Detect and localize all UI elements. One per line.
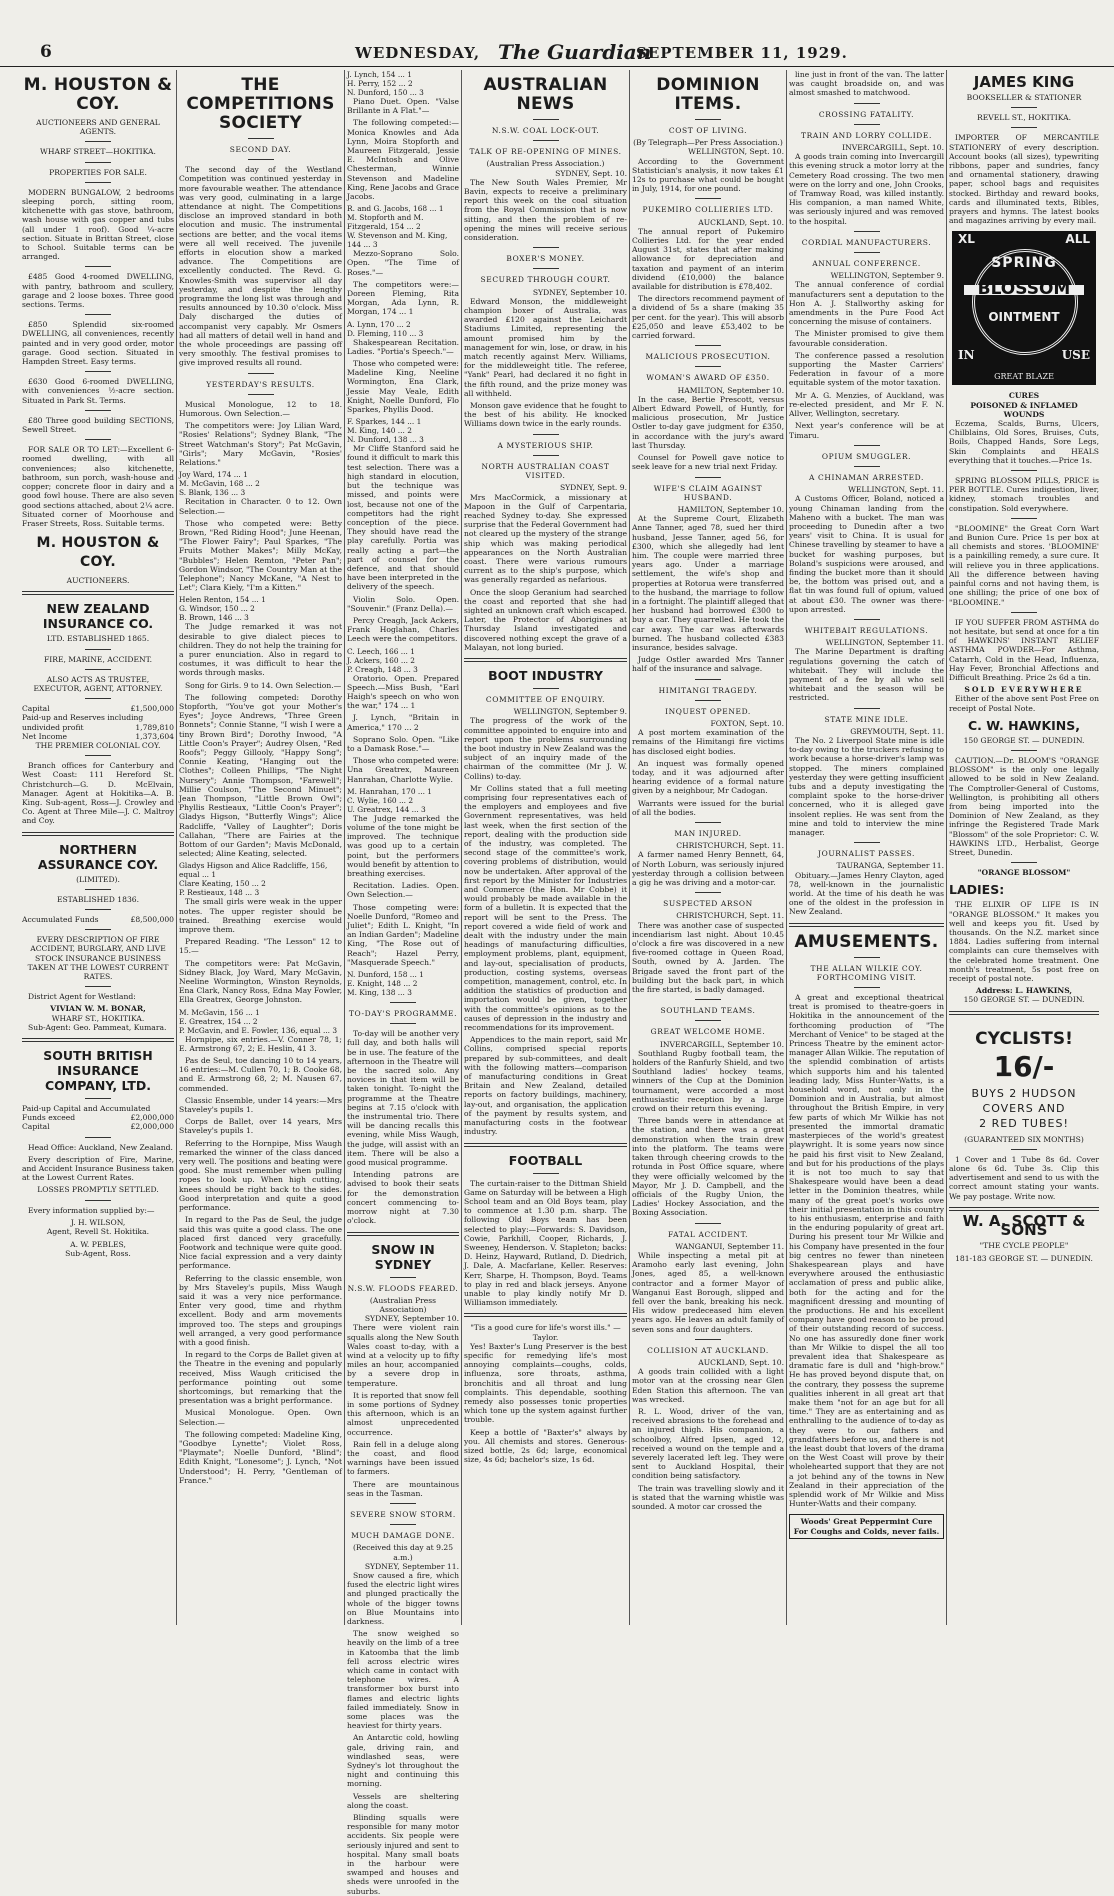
news-paragraph: While inspecting a metal pit at Aramoho early last evening, John Jones, aged 85, a well-known contractor and a former Mayor of Wanganui East Borough, slipped and fell over the bank, breaking his neck. His widow predeceased him eleven years ago. He leaves an adult family of seven sons and four daughters. bbox=[632, 1250, 784, 1334]
competitions-paragraph: Referring to the Hornpipe, Miss Waugh remarked the winner of the class danced very well. The positions and beating were good. She must remember when pulling ropes to look up. When high cutting, knees should be right back to the sides. Good interpretation and quite a good performance. bbox=[179, 1138, 342, 1213]
scott-subtitle: "THE CYCLE PEOPLE" bbox=[979, 1241, 1069, 1251]
column-rule bbox=[629, 70, 630, 1625]
order-paragraph: 1 Cover and 1 Tube 8s 6d. Cover alone 6s 6d. Tube 3s. Clip this advertisement and send to us with the correct amount stating your wants. We pay postage. Write now. bbox=[949, 1154, 1099, 1201]
news-paragraph: The curtain-raiser to the Dittman Shield Game on Saturday will be between a High School team and an Old Boys team, play to commence at 1.30 p.m. sharp. The following Old Boys team has been selected to play:—Forwards: S. Davidson, Cowie, Parkhill, Cooper, Richards, J. Sweeney, Henderson. V. Stapleton; backs: D. Heinz, Hayward, Rutland, D. Diedrich, J. Dale, A. Macfarlane, Keller. Reserves: Kerr, Sharpe, H. Thompson, Boyd. Teams to play in red and black jerseys. Anyone unable to play kindly notify Mr D. Williamson immediately. bbox=[464, 1178, 627, 1308]
asthma-paragraph: IF YOU SUFFER FROM ASTHMA do not hesitate, but send at once for a tin of HAWKINS' INSTANT RELIEF ASTHMA POWDER—For Asthma, Catarrh, Cold in the Head, Influenza, Hay Fever, Bronchial Affections and Difficult Breathing. Price 2s 6d a tin. bbox=[949, 617, 1099, 682]
dateline: FOXTON, Sept. 10. bbox=[710, 718, 784, 728]
competitions-paragraph: Mr Cliffe Stanford said he found it difficult to mark this test selection. There was a high standard in elocution, but the technique was missed, and points were lost, because not one of the competitors had the right conception of the piece. They should have read the play carefully. Portia was really acting a part—the part of counsel for the defence, and that should have been interpreted in the delivery of the speech. bbox=[347, 444, 459, 592]
news-paragraph: Mrs MacCormick, a missionary at Mapoon in the Gulf of Carpentaria, reached Sydney to-day. She expressed surprise that the Federal Government had not cleared up the mystery of the strange ship which was making periodical appearances on the North Australian coast. There were various rumours current as to the ship's purpose, which was generally regarded as nefarious. bbox=[464, 492, 627, 585]
damage-subhead: MUCH DAMAGE DONE. bbox=[351, 1531, 455, 1541]
news-subhead: STATE MINE IDLE. bbox=[824, 714, 909, 724]
news-paragraph: Monson gave evidence that he fought to the best of his ability. He knocked Williams down twice in the early rounds. bbox=[464, 401, 627, 429]
dateline: INVERCARGILL, Sept. 10. bbox=[842, 143, 944, 153]
nzi-trustee: ALSO ACTS AS TRUSTEE, EXECUTOR, AGENT, ATTORNEY. bbox=[33, 674, 163, 693]
result-line: C. Wylie, 160 ... 2 bbox=[347, 795, 414, 805]
cures-heading: CURES bbox=[1008, 391, 1040, 401]
result-list bbox=[347, 320, 459, 338]
competitions-paragraph: The second day of the Westland Competition was continued yesterday in more favourable weather. The attendance was very good, culminating in a large attendance at night. The Competitions disclose an improved standard in both elocution and music. The instrumental sections are better, and the vocal items were all well received. The juvenile efforts in elocution show a marked advance. The Competitions are excellently conducted. The Revd. G. Knowles-Smith was supervisor all day yesterday, and despite the lengthy programme the long list was through and results announced by 10.30 o'clock. Miss Daly discharged the duties of accompanist very capably. Mr Osmers had all matters of detail well in hand and the whole proceedings are passing off very smoothly. The festival promises to give improved results all round. bbox=[179, 165, 342, 368]
news-subhead: MAN INJURED. bbox=[674, 829, 742, 838]
news-subhead: PUKEMIRO COLLIERIES LTD. bbox=[642, 205, 774, 215]
column-australian-news bbox=[464, 70, 627, 1630]
news-subhead: WIFE'S CLAIM AGAINST HUSBAND. bbox=[653, 483, 763, 502]
advert-paragraph: Yes! Baxter's Lung Preserver is the best specific for remedying life's most annoying complaints—coughs, colds, influenza, sore throats, asthma, bronchitis and all throat and lung complaints. This dependable, soothing remedy also possesses tonic properties which tone up the system against further trouble. bbox=[464, 1341, 627, 1425]
listing-bungalow: MODERN BUNGALOW, 2 bedrooms sleeping porch, sitting room, kitchenette with gas stove, bathroom, wash house with gas copper and tubs (all under 1 roof). Good ¼-acre section. Situate in Brittan Street, close to School. Suitable terms can be arranged. bbox=[22, 187, 174, 262]
news-subhead: OPIUM SMUGGLER. bbox=[821, 451, 912, 461]
competitions-paragraph: The Judge remarked the volume of the tone might be improved. The technique was good up to a certain point, but the performers would benefit by attention to breathing exercises. bbox=[347, 813, 459, 878]
result-line: Helen Renton, 154 ... 1 bbox=[179, 595, 266, 605]
result-list bbox=[179, 861, 342, 897]
dateline: WELLINGTON, September 9. bbox=[830, 271, 944, 281]
peppermint-cure-ad: Woods' Great Peppermint Cure For Coughs and Colds, never fails. bbox=[789, 1514, 944, 1538]
pills-paragraph: SPRING BLOSSOM PILLS, PRICE is PER BOTTLE. Cures indigestion, liver, kidney, stomach troubles and constipation. Sold everywhere. bbox=[949, 476, 1099, 513]
news-subhead: TRAIN AND LORRY COLLIDE. bbox=[801, 130, 932, 140]
competitions-paragraph: The small girls were weak in the upper notes. The upper register should be trained. Breathing exercise would improve them. bbox=[179, 897, 342, 935]
news-paragraph: At the Supreme Court, Elizabeth Anne Tanner, aged 78, sued her third husband, Jesse Tanner, aged 56, for £300, which she allegedly had lent him. The couple were married three years ago. Under a marriage settlement, the wife's shop and properties at Rotorua were transferred to the husband, the marriage to follow in a fortnight. The plaintiff alleged that her husband had borrowed £300 to buy a car. They quarrelled. He took the car away. The car was afterwards burned. The husband collected £383 insurance, besides salvage. bbox=[632, 514, 784, 652]
tubes-line: 2 RED TUBES! bbox=[979, 1117, 1069, 1131]
result-list bbox=[179, 470, 342, 497]
floods-subhead: N.S.W. FLOODS FEARED. bbox=[347, 1283, 459, 1293]
result-line: M. King, 140 ... 2 bbox=[347, 426, 412, 436]
news-paragraph: A Customs Officer, Boland, noticed a young Chinaman landing from the Maheno with a bucket. The man was proceeding to Dunedin after a two years' visit to China. It is usual for Chinese travelling by steamer to have a bucket for washing purposes, but Boland's suspicions were aroused, and finding the bucket more than it should be, the bottom was prised out, and a flat tin was found full of opium, valued at about £30. The owner was there-upon arrested. bbox=[789, 494, 944, 614]
dateline: CHRISTCHURCH, Sept. 11. bbox=[676, 841, 784, 851]
competitions-paragraph: Those who competed were: Una Greatrex, Maureen Hanrahan, Charlotte Wylie. bbox=[347, 756, 459, 784]
column-dominion-items bbox=[632, 70, 784, 1630]
news-paragraph: line just in front of the van. The latter was caught broadside on, and was almost smashed to matchwood. bbox=[789, 70, 944, 98]
news-paragraph: There was another case of suspected incendiarism last night. About 10.45 o'clock a fire was discovered in a new five-roomed cottage in Queen Road, South, owned by A. Jarden. The Brigade saved the front part of the building but the back part, in which the fire started, is badly damaged. bbox=[632, 920, 784, 995]
competitions-paragraph: Pas de Seul, toe dancing 10 to 14 years, 16 entries:—M. Cullen 70, 1; B. Cooke 68, and E. Armstrong 68, 2; M. Nausen 67, commended. bbox=[179, 1056, 342, 1093]
properties-heading: PROPERTIES FOR SALE. bbox=[49, 167, 147, 177]
northern-limited: (LIMITED). bbox=[76, 874, 120, 884]
sbi-losses: LOSSES PROMPTLY SETTLED. bbox=[37, 1185, 159, 1195]
news-subhead: HIMITANGI TRAGEDY. bbox=[658, 685, 758, 695]
guarantee-line: (GUARANTEED SIX MONTHS) bbox=[964, 1134, 1084, 1144]
column-rule bbox=[946, 70, 947, 1625]
result-list bbox=[347, 970, 459, 997]
masthead-day: WEDNESDAY, bbox=[355, 44, 481, 62]
result-list bbox=[347, 204, 459, 249]
masthead-date: SEPTEMBER 11, 1929. bbox=[636, 44, 848, 62]
news-subhead: MALICIOUS PROSECUTION. bbox=[645, 352, 771, 362]
news-subhead: COMMITTEE OF ENQUIRY. bbox=[485, 694, 606, 704]
masthead bbox=[0, 40, 1114, 67]
dateline: INVERCARGILL, September 10. bbox=[659, 1039, 784, 1049]
news-paragraph: Edward Monson, the middleweight champion boxer of Australia, was awarded £120 against the Leichardt Stadiums Limited, representing the amount promised him by the management for win, lose, or draw, in his match recently against Merv. Williams, for the middleweight title. The referee, "Yank" Pearl, had declared it no fight in the fifth round, and the prize money was all withheld. bbox=[464, 296, 627, 398]
competitions-paragraph: The Judge remarked it was not desirable to give dialect pieces to children. They do not help the training for a purer enunciation. Also in regard to costumes, it was difficult to hear the words through masks. bbox=[179, 622, 342, 678]
listing-485: £485 Good 4-roomed DWELLING, with pantry, bathroom and scullery, garage and 2 loose boxes. Three good sections. Terms. bbox=[22, 272, 174, 310]
sbi-info: Every information supplied by:— bbox=[28, 1205, 155, 1215]
dateline: AUCKLAND, Sept. 10. bbox=[698, 217, 784, 227]
news-subhead: WOMAN'S AWARD OF £350. bbox=[646, 373, 770, 383]
news-paragraph: Appendices to the main report, said Mr Collins, comprised special reports prepared by sub-committees, and dealt with the following matters—comparison of manufacturing conditions in Great Britain and New Zealand, detailed reports on factory buildings, machinery, lay-out, and organisation, the application of the payment by results system, and manufacturing costs in the footwear industry. bbox=[464, 1035, 627, 1137]
result-line: D. Fleming, 110 ... 3 bbox=[347, 328, 424, 338]
dateline: WELLINGTON, Sept. 11. bbox=[848, 485, 944, 495]
competitions-paragraph: In regard to the Pas de Seul, the judge said this was quite a good class. The one placed first danced very gracefully. Footwork and technique were quite good. Nice facial expression and a very dainty performance. bbox=[179, 1215, 342, 1271]
dateline: SYDNEY, September 11. bbox=[364, 1561, 459, 1571]
news-subhead: COST OF LIVING. bbox=[668, 126, 748, 135]
competitions-paragraph: Those who competed were: Madeline King, Neeline Wormington, Ena Clark, Jessie May Veale, Edith Knight, Noelle Dunford, Flo Sparkes, Phyllis Dood. bbox=[347, 359, 459, 415]
dominion-items-headline: DOMINION ITEMS. bbox=[656, 75, 760, 114]
programme-paragraph: Intending patrons are advised to book their seats for the demonstration concert commencing to-morrow night at 7.30 o'clock. bbox=[347, 1170, 459, 1226]
news-subhead: THE ALLAN WILKIE COY. FORTHCOMING VISIT. bbox=[810, 963, 923, 982]
nzi-branch: Branch offices for Canterbury and West Coast: 111 Hereford St. Christchurch—G. D. McElvain, Manager. Agent at Hokitika—A. B. King. Sub-agent, Ross—J. Crowley and Co. Agent at Three Mile—J. C. Maltroy and Coy. bbox=[22, 761, 174, 826]
buys-line: BUYS 2 HUDSON bbox=[971, 1087, 1077, 1101]
nzi-paidup-row: Paid-up and Reserves including undivided profit 1,789,810 bbox=[22, 713, 174, 732]
houston-heading: M. HOUSTON & COY. bbox=[23, 75, 173, 114]
competitions-paragraph: Percy Creagh, Jack Ackers, Frank Hoglahan, Charles Leech were the competitors. bbox=[347, 615, 459, 644]
result-list bbox=[347, 787, 459, 814]
hawkins-address-name: Address: L. HAWKINS, bbox=[975, 986, 1073, 996]
news-paragraph: The progress of the work of the committee appointed to enquire into and report upon the problems surrounding the boot industry in New Zealand was the subject of an inquiry made of the chairman of the committee (Mr J. W. Collins) to-day. bbox=[464, 716, 627, 781]
news-subhead: CROSSING FATALITY. bbox=[818, 109, 915, 119]
sbi-head-office: Head Office: Auckland, New Zealand. bbox=[28, 1142, 173, 1152]
news-paragraph: The Marine Department is drafting regulations governing the catch of whitebait. They will include the payment of a fee by all who sell whitebait and the season will be restricted. bbox=[789, 647, 944, 703]
programme-paragraph: To-day will be another very full day, and both halls will be in use. The feature of the afternoon in the Theatre will be the sacred solo. Any novices in that item will be taken tonight. To-night the programme at the Theatre begins at 7.15 o'clock with the instrumental trio. There will be dancing recalls this evening, while Miss Waugh, the judge, will assist with an item. There will be also a good musical programme. bbox=[347, 1029, 459, 1168]
competitions-headline: THE COMPETITIONS SOCIETY bbox=[186, 75, 335, 133]
competitions-paragraph: Violin Solo. Open. "Souvenir." (Franz Della).— bbox=[347, 594, 459, 613]
news-paragraph: Three bands were in attendance at the station, and there was a great demonstration when the train drew into the platform. The teams were taken through cheering crowds to the rotunda in Post Office square, where they were officially welcomed by the Mayor, Mr J. D. Campbell, and the officials of the Rugby Union, the Ladies' Hockey Association, and the Boxing Association. bbox=[632, 1116, 784, 1218]
column-rule bbox=[344, 70, 345, 1625]
news-paragraph: Counsel for Powell gave notice to seek leave for a new trial next Friday. bbox=[632, 453, 784, 472]
dateline: HAMILTON, September 10. bbox=[677, 385, 784, 395]
received-note: (Received this day at 9.25 a.m.) bbox=[352, 1543, 454, 1562]
poisoned-wounds-line: POISONED & INFLAMED WOUNDS bbox=[970, 400, 1078, 419]
competitions-paragraph: The following competed: Dorothy Stopforth, "You've got your Mother's Eyes"; Joyce Andrews, "Three Green Bonnets"; Connie Stanne, "I wish I were a tiny Brown Bird"; Dorothy Inwood, "A Little Coon's Prayer"; Audrey Olsen, "Red Roofs"; Peggy Gillooly, "Happy Song"; Connie Keating, "Hanging out the Clothes"; Colleen Phillips, "The Night Nursery"; Annie Thompson, "Farewell"; Millie Coulson, "The Second Minuet"; Jean Thompson, "Little Brown Owl"; Phyllis Restieaux, "Little Coon's Prayer"; Gladys Higson, "Butterfly Wings"; Alice Radcliffe, "Valley of Laughter"; Doris Callahan, "There are Fairies at the Bottom of our Garden"; Mavis McDonald, selected; Aline Keating, selected. bbox=[179, 692, 342, 859]
northern-agent: VIVIAN W. M. BONAR, bbox=[50, 1004, 146, 1014]
snow-headline: SNOW IN SYDNEY bbox=[371, 1241, 435, 1272]
result-line: H. Perry, 152 ... 2 bbox=[347, 79, 413, 88]
news-paragraph: Judge Ostler awarded Mrs Tanner half of the insurance and salvage. bbox=[632, 655, 784, 674]
competitions-paragraph: The following competed: Madeline King, "Goodbye Lynette"; Violet Ross, "Playmate"; Noelle Dunford, "Blind"; Edith Knight, "Lonesome"; J. Lynch, "Not Understood"; H. Perry, "Gentleman of France." bbox=[179, 1429, 342, 1485]
result-line: M. McGavin, 156 ... 1 bbox=[179, 1007, 260, 1017]
news-paragraph: The Minister promised to give them favourable consideration. bbox=[789, 329, 944, 348]
james-king-heading: JAMES KING bbox=[973, 73, 1075, 91]
houston-wharf: WHARF STREET—HOKITIKA. bbox=[40, 147, 156, 157]
news-subhead: N.S.W. COAL LOCK-OUT. bbox=[491, 126, 600, 135]
result-line: U. Greatrex, 144 ... 3 bbox=[347, 804, 426, 814]
news-paragraph: The New South Wales Premier, Mr Bavin, expects to receive a preliminary report this week on the coal situation from the Royal Commission that is now sitting, and then the problem of re-opening the mines will receive serious consideration. bbox=[464, 177, 627, 243]
snow-paragraph: There were violent rain squalls along the New South Wales coast to-day, with a wind at a velocity up to fifty miles an hour, accompanied by a severe drop in temperature. bbox=[347, 1323, 459, 1388]
press-association-credit: (Australian Press Association) bbox=[369, 1295, 437, 1314]
news-paragraph: A goods train collided with a light motor van at the crossing near Glen Eden Station this afternoon. The van was wrecked. bbox=[632, 1367, 784, 1404]
news-paragraph: The annual report of Pukemiro Collieries Ltd. for the year ended August 31st, states that after making allowance for depreciation and taxation and payment of an interim dividend (£10,000) the balance available for distribution is £78,402. bbox=[632, 226, 784, 292]
snow-paragraph: There are mountainous seas in the Tasman. bbox=[347, 1479, 459, 1498]
competitions-paragraph: The competitors were: Pat McGavin, Sidney Black, Joy Ward, Mary McGavin, Neeline Wormington, Winston Reynolds, Ena Clark, Nancy Ross, Edna May Fowler, Ella Greatrex, George Johnston. bbox=[179, 958, 342, 1005]
sbi-paid-row: Paid-up Capital and Accumulated Funds exceed £2,000,000 bbox=[22, 1104, 174, 1123]
press-association-credit: (By Telegraph—Per Press Association.) bbox=[633, 138, 783, 148]
sbi-subagent-address: Sub-Agent, Ross. bbox=[65, 1249, 131, 1259]
result-line: A. Lynn, 170 ... 2 bbox=[347, 319, 411, 329]
masthead-title: The Guardian bbox=[498, 40, 652, 64]
news-paragraph: Warrants were issued for the burial of all the bodies. bbox=[632, 798, 784, 817]
result-line: N. Dunford, 150 ... 3 bbox=[347, 88, 424, 97]
todays-programme-subhead: TO-DAY'S PROGRAMME. bbox=[348, 1009, 458, 1019]
caution-paragraph: CAUTION.—Dr. BLOOM'S "ORANGE BLOSSOM" is the only one legally allowed to be sold in New Zealand. The Comptroller-General of Customs, Wellington, is prohibiting all others from being imported into the Dominion of New Zealand, as they infringe the Registered Trade Mark "Blossom" of the sole Proprietor: C. W. HAWKINS LTD., Herbalist, George Street, Dunedin. bbox=[949, 755, 1099, 857]
column-rule bbox=[176, 70, 177, 1625]
houston-auctioneers: AUCTIONEERS AND GENERAL AGENTS. bbox=[36, 118, 160, 137]
quote-line: "Tis a good cure for life's worst ills." —Taylor. bbox=[470, 1323, 621, 1342]
ladies-heading: LADIES: bbox=[949, 882, 1005, 898]
news-subhead: ANNUAL CONFERENCE. bbox=[812, 259, 921, 269]
news-subhead: INQUEST OPENED. bbox=[665, 706, 751, 716]
houston-auctioneers-2: AUCTIONEERS. bbox=[66, 576, 130, 586]
competitions-paragraph: Referring to the classic ensemble, won by Mrs Staveley's pupils, Miss Waugh said it was a very nice performance. Enter very good, time and rhythm excellent. Body and arm movements improved too. The steps and groupings well arranged, a very good performance with a good finish. bbox=[179, 1273, 342, 1347]
james-king-paragraph: IMPORTER OF MERCANTILE STATIONERY of every description. Account books (all sizes), typewriting ribbons, paper and sundries, fancy and ornamental stationery, drawing paper, school bags and requisites stocked. Birthday and reward books, cards and illuminated texts, Bibles, prayers and hymns. The latest books and magazines arriving by every mail. bbox=[949, 133, 1099, 226]
column-rule bbox=[786, 70, 787, 1625]
competitions-paragraph: The following competed:—Monica Knowles and Ada Lynn, Moira Stopforth and Maureen Fitzgerald, Jessie E. McIntosh and Olive Chesterman, Winnie Stevenson and Madeline King, Rene Jacobs and Grace Jacobs. bbox=[347, 118, 459, 202]
news-subhead: BOXER'S MONEY. bbox=[506, 254, 585, 264]
cyclists-heading: CYCLISTS! bbox=[975, 1028, 1073, 1049]
amusements-headline: AMUSEMENTS. bbox=[794, 931, 939, 952]
james-king-address: REVELL ST., HOKITIKA. bbox=[976, 113, 1072, 123]
tyre-price: 16/- bbox=[993, 1049, 1055, 1083]
news-subhead: SUSPECTED ARSON bbox=[663, 899, 753, 909]
nzi-classes: FIRE, MARINE, ACCIDENT. bbox=[43, 654, 153, 664]
scott-heading: W. A. SCOTT & SONS bbox=[962, 1211, 1086, 1240]
northern-subagent: Sub-Agent: Geo. Pammeat, Kumara. bbox=[28, 1022, 167, 1032]
result-line: N. Dunford, 138 ... 3 bbox=[347, 435, 424, 445]
result-line: P. McGavin, and E. Fowler, 136, equal ... 3 bbox=[179, 1025, 338, 1035]
result-line: Joy Ward, 174 ... 1 bbox=[179, 470, 248, 480]
news-paragraph: A farmer named Henry Bennett, 64, of North Loburn, was seriously injured yesterday through a collision between a gig he was driving and a motor-car. bbox=[632, 850, 784, 888]
news-paragraph: A goods train coming into Invercargill this evening struck a motor lorry at the Cemetery Road crossing. The two men were on the lorry and one, John Crooks, of Tramway Road, was killed instantly. His companion, a man named White, was seriously injured and was removed to the hospital. bbox=[789, 152, 944, 226]
dateline: WELLINGTON, September 9. bbox=[513, 707, 627, 717]
news-subhead: CORDIAL MANUFACTURERS. bbox=[801, 237, 932, 247]
competitions-paragraph: In regard to the Corps de Ballet given at the Theatre in the evening and popularly received, Miss Waugh criticised the performance pointing out some shortcomings, but remarking that the presentation was a bright performance. bbox=[179, 1350, 342, 1406]
northern-established: ESTABLISHED 1836. bbox=[56, 894, 140, 904]
news-paragraph: The train was travelling slowly and it is stated that the warning whistle was sounded. A motor car crossed the bbox=[632, 1483, 784, 1511]
news-subhead: A MYSTERIOUS SHIP. bbox=[497, 440, 594, 450]
result-line: M. McGavin, 168 ... 2 bbox=[179, 479, 260, 489]
news-paragraph: The No. 2 Liverpool State mine is idle to-day owing to the truckers refusing to work because a horse-driver's lamp was stopped. The miners complained yesterday they were getting insufficient tubs and a deputy investigating the complaint spoke to the horse-driver concerned, who it is alleged gave insolent replies. He was sent from the mine and told to interview the mine manager. bbox=[789, 735, 944, 838]
northern-heading: NORTHERN ASSURANCE COY. bbox=[37, 841, 159, 872]
result-line: J. Ackers, 160 ... 2 bbox=[347, 655, 415, 665]
covers-line: COVERS AND bbox=[982, 1102, 1066, 1116]
result-list bbox=[347, 417, 459, 444]
result-line: B. Brown, 146 ... 3 bbox=[179, 613, 249, 623]
competitions-paragraph: Recitation. Ladies. Open. Own Selection.— bbox=[347, 881, 459, 900]
news-paragraph: Mr A. G. Menzies, of Auckland, was re-elected president, and Mr F. N. Allver, Wellington, secretary. bbox=[789, 390, 944, 419]
competitions-paragraph: Oratorio. Open. Prepared Speech.—Miss Bush, "Earl Haigh's speech on who won the war," 174 ... 1 bbox=[347, 673, 459, 711]
nzi-capital-row: Capital £1,500,000 bbox=[22, 704, 174, 714]
nzi-heading: NEW ZEALAND INSURANCE CO. bbox=[42, 601, 154, 632]
news-paragraph: According to the Government Statistician's analysis, it now takes £1 12s to purchase what could be bought in July, 1914, for one pound. bbox=[632, 156, 784, 194]
listing-80: £80 Three good building SECTIONS, Sewell Street. bbox=[22, 415, 174, 435]
news-subhead: SOUTHLAND TEAMS. bbox=[660, 1006, 756, 1016]
dateline: TAURANGA, September 11. bbox=[836, 861, 944, 871]
news-paragraph: Next year's conference will be at Timaru. bbox=[789, 421, 944, 440]
northern-agent-address: WHARF ST., HOKITIKA. bbox=[51, 1013, 145, 1023]
post-free-line: Either of the above sent Post Free on receipt of Postal Note. bbox=[949, 694, 1099, 713]
result-list bbox=[347, 70, 459, 97]
result-line: J. Lynch, 154 ... 1 bbox=[347, 70, 412, 79]
northern-every-risk: EVERY DESCRIPTION OF FIRE ACCIDENT, BURGLARY, AND LIVE STOCK INSURANCE BUSINESS TAKEN AT THE LOWEST CURRENT RATES. bbox=[27, 935, 169, 981]
dateline: WELLINGTON, September 11. bbox=[825, 638, 944, 648]
news-paragraph: Obituary.—James Henry Clayton, aged 78, well-known in the journalistic world. At the time of his death he was one of the oldest in the profession in New Zealand. bbox=[789, 870, 944, 917]
advert-paragraph: Keep a bottle of "Baxter's" always by you. All chemists and stores. Generous-sized bottle, 2s 6d; large, economical size, 4s 6d; bachelor's size, 1s 6d. bbox=[464, 1427, 627, 1465]
sbi-agent-address: Agent, Revell St. Hokitika. bbox=[46, 1227, 150, 1237]
news-paragraph: The annual conference of cordial manufacturers sent a deputation to the Hon A. J. Stallworthy asking for amendments in the Pure Food Act concerning the misuse of containers. bbox=[789, 280, 944, 327]
football-headline: FOOTBALL bbox=[508, 1152, 583, 1168]
news-subhead: SECURED THROUGH COURT. bbox=[480, 275, 611, 285]
northern-district: District Agent for Westland: bbox=[28, 992, 136, 1002]
sbi-heading: SOUTH BRITISH INSURANCE COMPANY, LTD. bbox=[43, 1048, 153, 1093]
second-day-subhead: SECOND DAY. bbox=[229, 145, 292, 154]
competitions-paragraph: Those competing were: Noelle Dunford, "Romeo and Juliet"; Edith L. Knight, "In an Indian Garden"; Madeline King, "The Rose out of Reach"; Hazel Perry, "Masquerade Speech." bbox=[347, 902, 459, 967]
sbi-subagent: A. W. PEBLES, bbox=[70, 1240, 126, 1250]
ladies-paragraph: THE ELIXIR OF LIFE IS IN "ORANGE BLOSSOM." It makes you well and keeps you fit. Used by thousands. On the N.Z. market since 1884. Ladies suffering from internal complaints can cure themselves with the celebrated home treatment. One month's treatment, 5s post free on receipt of postal note. bbox=[949, 900, 1099, 983]
column-competitions-continued bbox=[347, 70, 459, 1896]
nzi-established: LTD. ESTABLISHED 1865. bbox=[46, 634, 150, 644]
news-paragraph: The conference passed a resolution supporting the Master Carriers' Federation in favour of a more equitable system of the motor taxation. bbox=[789, 350, 944, 388]
dateline: CHRISTCHURCH, Sept. 11. bbox=[676, 911, 784, 921]
competitions-paragraph: The competitors were: Joy Lilian Ward, "Rosies' Relations"; Sydney Blank, "The Street Watchman's Story"; Pat McGavin, "Girls"; Mary McGavin, "Rosies' Relations." bbox=[179, 421, 342, 468]
sold-everywhere: SOLD EVERYWHERE bbox=[964, 685, 1084, 695]
snow-paragraph: Vessels are sheltering along the coast. bbox=[347, 1791, 459, 1810]
competitions-paragraph: Soprano Solo. Open. "Like to a Damask Rose."— bbox=[347, 734, 459, 753]
result-line: G. Windsor, 150 ... 2 bbox=[179, 604, 255, 614]
snow-paragraph: Snow caused a fire, which fused the electric light wires and plunged practically the whole of the bigger towns on Blue Mountains into darkness. bbox=[347, 1570, 459, 1626]
news-paragraph: R. L. Wood, driver of the van, received abrasions to the forehead and an injured thigh. His companion, a schoolboy, Alfred Ipsen, aged 12, received a wound on the temple and a severely lacerated left leg. They were sent to Auckland Hospital, their condition being satisfactory. bbox=[632, 1406, 784, 1481]
snow-paragraph: The snow weighed so heavily on the limb of a tree in Katoomba that the limb fell across electric wires which came in contact with telephone wires. A transformer box burst into flames and electric lights failed immediately. Snow in some places was the heaviest for thirty years. bbox=[347, 1629, 459, 1731]
news-subhead: JOURNALIST PASSES. bbox=[817, 849, 916, 859]
snow-paragraph: An Antarctic cold, howling gale, driving rain, and windlashed seas, were Sydney's lot throughout the night and continuing this morning. bbox=[347, 1733, 459, 1789]
competitions-paragraph: Musical Monologue. Open. Own Selection.— bbox=[179, 1408, 342, 1427]
result-list bbox=[347, 647, 459, 674]
listing-850: £850 Splendid six-roomed DWELLING, all conveniences, recently painted and in very good order, motor garage. Good section. Situated in Hampden Street. Easy terms. bbox=[22, 320, 174, 367]
dateline: HAMILTON, September 10. bbox=[677, 504, 784, 514]
hawkins-address: 150 GEORGE ST. — DUNEDIN. bbox=[963, 735, 1085, 745]
news-subhead: WHITEBAIT REGULATIONS. bbox=[804, 625, 929, 635]
competitions-paragraph: Corps de Ballet, over 14 years, Mrs Staveley's pupils 1. bbox=[179, 1117, 342, 1136]
scott-address: 181-183 GEORGE ST. — DUNEDIN. bbox=[955, 1254, 1093, 1264]
dateline: WELLINGTON, Sept. 10. bbox=[688, 147, 784, 157]
news-subhead: A CHINAMAN ARRESTED. bbox=[809, 472, 924, 482]
result-line: W. Stevenson and M. King, 144 ... 3 bbox=[347, 231, 448, 250]
column-advertisements-insurance bbox=[22, 70, 174, 1630]
cures-paragraph: Eczema, Scalds, Burns, Ulcers, Chilblains, Old Sores, Bruises, Cuts, Boils, Chapped Hands, Sore Legs, Skin Complaints and HEALS everything that it touches.—Price 1s. bbox=[949, 419, 1099, 465]
storm-subhead: SEVERE SNOW STORM. bbox=[350, 1509, 456, 1519]
news-paragraph: Mr Collins stated that a full meeting comprising four representatives each of the employers and employees and five Government representatives, was held last week, when the first section of the report, dealing with the production side of the industry, was completed. The second stage of the committee's work, covering problems of distribution, would now be undertaken. After approval of the first report by the Minister for Industries and Commerce (the Hon. Mr Cobbe) it would probably be made available in the form of a bulletin. It is expected that the report will be sent to the Press. The report covered a wide field of work and dealt with the industry under the main headings of manufacturing difficulties, employment problems, plant, equipment, and lay-out, specialisation of products, production, costing systems, overseas competition, management, control, etc. In addition the statistics of production and importation would be given, together with the committee's opinions as to the causes of depression in the industry and recommendations for its improvement. bbox=[464, 783, 627, 1033]
hawkins-heading: C. W. HAWKINS, bbox=[967, 717, 1081, 733]
competitions-paragraph: Prepared Reading. "The Lesson" 12 to 15.— bbox=[179, 937, 342, 956]
news-paragraph: An inquest was formally opened today, and it was adjourned after hearing evidence of a formal nature given by a neighbour, Mr Cadogan. bbox=[632, 758, 784, 796]
competitions-paragraph: Shakespearean Recitation. Ladies. "Portia's Speech."— bbox=[347, 337, 459, 356]
bloomine-paragraph: "BLOOMINE" the Great Corn Wart and Bunion Cure. Price 1s per box at all chemists and stores. 'BLOOMINE' is a painkilling remedy, a sure cure. It will relieve you in three applications. All the difference between having painful corns and not having them, is one shilling; the price of one box of "BLOOMINE." bbox=[949, 523, 1099, 607]
dateline: AUCKLAND, Sept. 10. bbox=[698, 1357, 784, 1367]
sbi-every: Every description of Fire, Marine, and Accident Insurance Business taken at the Lowest Current Rates. bbox=[22, 1154, 174, 1183]
result-line: Gladys Higson and Alice Radcliffe, 156, equal ... 1 bbox=[179, 861, 328, 880]
news-subhead: TALK OF RE-OPENING OF MINES. bbox=[469, 147, 622, 157]
competitions-paragraph: Recitation in Character. 0 to 12. Own Selection.— bbox=[179, 497, 342, 516]
dateline: SYDNEY, September 10. bbox=[364, 1314, 459, 1324]
houston-heading-2: M. HOUSTON & COY. bbox=[36, 535, 160, 571]
news-paragraph: The directors recommend payment of a dividend of 5s a share (making 35 per cent. for the year). This will absorb £25,050 and leave £53,402 to be carried forward. bbox=[632, 294, 784, 341]
result-line: M. Stopforth and M. Fitzgerald, 154 ... 2 bbox=[347, 213, 424, 232]
news-paragraph: A post mortem examination of the remains of the Himitangi fire victims has disclosed eight bodies. bbox=[632, 728, 784, 756]
result-line: R. and G. Jacobs, 168 ... 1 bbox=[347, 204, 444, 214]
column-rule bbox=[461, 70, 462, 1625]
dateline: SYDNEY, Sept. 9. bbox=[559, 483, 627, 493]
competitions-paragraph: Mezzo-Soprano Solo. Open. "The Time of Roses."— bbox=[347, 249, 459, 277]
snow-paragraph: Rain fell in a deluge along the coast, and flood warnings have been issued to farmers. bbox=[347, 1439, 459, 1477]
spring-blossom-logo: XL ALL SPRING BLOSSOM OINTMENT IN USE GREAT BLAZE bbox=[952, 231, 1096, 385]
column-advertisements-right bbox=[949, 70, 1099, 1630]
result-line: E. Greatrex, 154 ... 2 bbox=[179, 1016, 258, 1026]
dateline: SYDNEY, Sept. 10. bbox=[555, 168, 627, 178]
competitions-paragraph: Classic Ensemble, under 14 years:—Mrs Staveley's pupils 1. bbox=[179, 1095, 342, 1115]
competitions-paragraph: The competitors were:—Doreen Fleming, Rita Morgan, Ada Lynn, R. Morgan, 174 ... 1 bbox=[347, 279, 459, 317]
snow-paragraph: It is reported that snow fell in some portions of Sydney this afternoon, which is an almost unprecedented occurrence. bbox=[347, 1390, 459, 1437]
james-king-subtitle: BOOKSELLER & STATIONER bbox=[966, 93, 1082, 102]
boot-industry-headline: BOOT INDUSTRY bbox=[488, 667, 603, 683]
dateline: GREYMOUTH, Sept. 11. bbox=[850, 726, 944, 736]
result-line: N. Dunford, 158 ... 1 bbox=[347, 970, 424, 980]
sbi-capital-row: Capital £2,000,000 bbox=[22, 1122, 174, 1132]
competitions-paragraph: Hornpipe, six entries.—V. Conner 78, 1; E. Armstrong 67, 2; E. Heslin, 41 3. bbox=[179, 1034, 342, 1053]
competitions-paragraph: Musical Monologue, 12 to 18. Humorous. Own Selection.— bbox=[179, 399, 342, 419]
orange-blossom-heading: "ORANGE BLOSSOM" bbox=[977, 868, 1071, 878]
result-line: E. Knight, 148 ... 2 bbox=[347, 979, 418, 989]
competitions-paragraph: Those who competed were: Betty Brown, "Red Riding Hood"; June Heenan, "The Flower Fairy"; Paul Sparkes, "The Fruits Mother Makes"; Milly McKay, "Bubbles"; Helen Remton, "Peter Pan"; Gordon Windsor, "The Country Man at the Telephone"; Nancy McKane, "A Nest to Let"; Clara Kiely, "I'm a Kitten." bbox=[179, 518, 342, 593]
listing-for-sale: FOR SALE OR TO LET:—Excellent 6-roomed dwelling, with all conveniences; also kitchenette, bathroom, sun porch, wash-house and copper; concrete floor in dairy and a good fowl house. There are also seven good sections attached, about 2¼ acre. Situated corner of Moorhouse and Fraser Streets, Ross. Suitable terms. bbox=[22, 445, 174, 528]
page-number: 6 bbox=[40, 42, 52, 62]
nzi-premier: THE PREMIER COLONIAL COY. bbox=[35, 740, 161, 750]
result-line: C. Leech, 166 ... 1 bbox=[347, 646, 415, 656]
sbi-agent: J. H. WILSON, bbox=[70, 1217, 126, 1227]
result-line: S. Blank, 136 ... 3 bbox=[179, 488, 246, 498]
press-association-credit: (Australian Press Association.) bbox=[486, 159, 605, 169]
result-line: M. Hanrahan, 170 ... 1 bbox=[347, 786, 432, 796]
dateline: WANGANUI, September 11. bbox=[675, 1241, 784, 1251]
news-paragraph: Southland Rugby football team, the holders of the Ranfurly Shield, and two Southland ladies' hockey teams, winners of the Cup at the Dominion tournament, were accorded a most enthusiastic reception by a large crowd on their return this evening. bbox=[632, 1048, 784, 1114]
result-list bbox=[179, 1008, 342, 1035]
dateline: SYDNEY, September 10. bbox=[532, 287, 627, 297]
news-subhead: NORTH AUSTRALIAN COAST VISITED. bbox=[481, 461, 610, 481]
news-subhead: FATAL ACCIDENT. bbox=[667, 1229, 749, 1239]
result-line: P. Creagh, 148 ... 3 bbox=[347, 664, 418, 674]
nzi-income-row: Net Income 1,373,604 bbox=[22, 731, 174, 741]
result-line: M. King, 138 ... 3 bbox=[347, 988, 412, 998]
competitions-paragraph: Song for Girls. 9 to 14. Own Selection.— bbox=[185, 680, 342, 690]
news-paragraph: Once the sloop Geranium had searched the coast and reported that she had sighted an unknown craft which escaped. Later, the Protector of Aborigines at Thursday Island investigated and discovered nothing except the grave of a Malayan, not long buried. bbox=[464, 587, 627, 652]
news-paragraph: A great and exceptional theatrical treat is promised to theatre-goers in Hokitika in the announcement of the forthcoming production of "The Merchant of Venice" to be staged at the Princess Theatre by the eminent actor-manager Allan Wilkie. The reputation of the splendid combination of artists which supports him and his talented leading lady, Miss Hunter-Watts, is a household word, not only in the Dominion and in Australia, but almost throughout the British Empire, in very few parts of which Mr Wilkie has not presented the immortal dramatic masterpieces of the world's greatest playwright. It is some years now since he paid his first visit to New Zealand, and but for his productions of the plays it is not too much to say that Shakespeare would have been a dead letter in the Dominion theatres, while many of the great poet's works owe their initial presentation in this country to his enthusiasm, enterprise and faith in the enduring popularity of great art. During his present tour Mr Wilkie and his Company have presented in the four big centres no fewer than nineteen Shakespearean plays and have everywhere aroused the enthusiastic acclamation of press and public alike, both for the acting and for the magnificent dressing and mounting of the productions. He and his excellent company have good reason to be proud of their outstanding record of success. No one has assuredly done finer work than Mr Wilkie to dispel the all too prevalent idea that Shakespeare as dramatic fare is dull and "high-brow." He has proved beyond dispute that, on the contrary, they possess the supreme qualities inherent in all great art that make them "not for an age but for all time." They are as entertaining and as enthralling to the audience of to-day as they were to our fathers and grandfathers before us, and there is not the least doubt that lovers of the drama on the West Coast will prove by their wholehearted support that they are not a jot behind any of the towns in New Zealand in their appreciation of the splendid work of Mr Wilkie and Miss Hunter-Watts and their company. bbox=[789, 993, 944, 1509]
competitions-paragraph: J. Lynch, "Britain in America," 170 ... 2 bbox=[347, 713, 459, 732]
news-paragraph: In the case, Bertie Prescott, versus Albert Edward Powell, of Huntly, for malicious prosecution, Mr Justice Ostler to-day gave judgment for £350, in accordance with the jury's award last Thursday. bbox=[632, 394, 784, 450]
hawkins-address-line: 150 GEORGE ST. — DUNEDIN. bbox=[963, 995, 1085, 1005]
competitions-paragraph: Piano Duet. Open. "Valse Brillante in A Flat."— bbox=[347, 97, 459, 116]
news-subhead: GREAT WELCOME HOME. bbox=[650, 1027, 766, 1037]
column-competitions bbox=[179, 70, 342, 1630]
results-subhead: YESTERDAY'S RESULTS. bbox=[206, 379, 315, 389]
result-line: Clare Keating, 150 ... 2 bbox=[179, 879, 266, 889]
result-line: F. Sparkes, 144 ... 1 bbox=[347, 417, 422, 427]
northern-funds-row: Accumulated Funds £8,500,000 bbox=[22, 914, 174, 924]
listing-630: £630 Good 6-roomed DWELLING, with conveniences ½-acre section. Situated in Park St. Terms. bbox=[22, 377, 174, 405]
result-line: P. Restieaux, 148 ... 3 bbox=[179, 888, 260, 898]
column-dominion-continued bbox=[789, 70, 944, 1630]
snow-paragraph: Blinding squalls were responsible for many motor accidents. Six people were seriously injured and sent to hospital. Many small boats in the harbour were swamped and houses and sheds were unroofed in the suburbs. bbox=[347, 1813, 459, 1896]
australian-news-headline: AUSTRALIAN NEWS bbox=[483, 75, 608, 114]
result-list bbox=[179, 595, 342, 622]
news-subhead: COLLISION AT AUCKLAND. bbox=[647, 1345, 769, 1355]
